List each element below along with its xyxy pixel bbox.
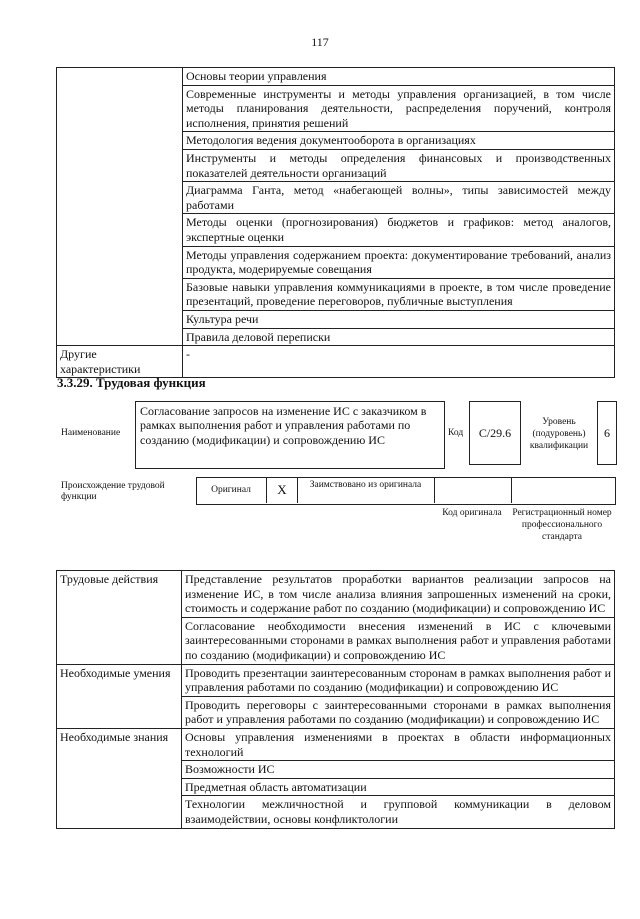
function-name-value: Согласование запросов на изменение ИС с заказчиком в рамках выполнения работ и управления работами по созданию (модификации) и сопровождению ИС [135, 401, 445, 469]
knowledge-item: Методы оценки (прогнозирования) бюджетов и графиков: метод аналогов, экспертные оценки [183, 214, 615, 246]
original-mark: X [266, 477, 298, 503]
knowledge-item: Предметная область автоматизации [182, 778, 615, 796]
qualification-level-value: 6 [597, 401, 617, 465]
section-title: 3.3.29. Трудовая функция [57, 375, 206, 390]
labor-function-table [56, 570, 615, 829]
skill-item: Проводить переговоры с заинтересованными сторонами в рамках выполнения работ и управления работами по созданию (модификации) и сопровождению ИС [182, 696, 615, 728]
table-row [57, 664, 615, 696]
original-label: Оригинал [211, 485, 251, 495]
knowledge-item: Инструменты и методы определения финансовых и производственных показателей деятельности организаций [183, 149, 615, 181]
code-label: Код [448, 428, 464, 438]
borrowed-label: Заимствовано из оригинала [309, 480, 422, 490]
knowledge-item: Правила деловой переписки [183, 328, 615, 346]
code-original-caption: Код оригинала [442, 508, 502, 518]
knowledge-item: Современные инструменты и методы управления организацией, в том числе методы планирования деятельности, распределения поручений, контроля исполнения, принятия решений [183, 85, 615, 132]
knowledge-item: Методы управления содержанием проекта: документирование требований, анализ продукта, модерируемые совещания [183, 246, 615, 278]
name-label: Наименование [61, 428, 121, 438]
table-row [57, 571, 615, 618]
empty-label-cell [57, 68, 183, 346]
labor-action-item: Согласование необходимости внесения изменений в ИС с ключевыми заинтересованными сторонами в рамках выполнения работ и управления работами по созданию (модификации) и сопровождению ИС [182, 617, 615, 664]
page-number: 117 [311, 35, 329, 49]
qualification-level-label: Уровень (подуровень) квалификации [529, 417, 589, 451]
knowledge-item: Методология ведения документооборота в организациях [183, 132, 615, 150]
labor-actions-label: Трудовые действия [57, 571, 182, 665]
knowledge-item: Основы управления изменениями в проектах в области информационных технологий [182, 728, 615, 760]
table-row [57, 68, 615, 86]
origin-label: Происхождение трудовой функции [61, 481, 165, 502]
other-characteristics-label: Другие характеристики [57, 346, 183, 378]
code-original-cell [434, 477, 512, 503]
required-skills-label: Необходимые умения [57, 664, 182, 728]
table-row [57, 346, 615, 378]
knowledge-item: Возможности ИС [182, 761, 615, 779]
knowledge-item: Основы теории управления [183, 68, 615, 86]
knowledge-item: Базовые навыки управления коммуникациями в проекте, в том числе проведение презентаций, проведение переговоров, публичные выступления [183, 278, 615, 310]
knowledge-continuation-table [56, 67, 615, 378]
required-knowledge-label: Необходимые знания [57, 728, 182, 828]
registration-number-caption: Регистрационный номер профессионального стандарта [512, 508, 612, 542]
function-code-value: C/29.6 [469, 401, 521, 465]
knowledge-item: Культура речи [183, 310, 615, 328]
other-characteristics-value: - [183, 346, 615, 378]
knowledge-item: Диаграмма Ганта, метод «набегающей волны», типы зависимостей между работами [183, 182, 615, 214]
table-row [57, 728, 615, 760]
labor-action-item: Представление результатов проработки вариантов реализации запросов на изменение ИС, в том числе анализа влияния запрошенных изменений на сроки, стоимость и содержание работ по созданию (модификации) и сопровождению ИС [182, 571, 615, 618]
skill-item: Проводить презентации заинтересованным сторонам в рамках выполнения работ и управления работами по созданию (модификации) и сопровождению ИС [182, 664, 615, 696]
knowledge-item: Технологии межличностной и групповой коммуникации в деловом взаимодействии, основы конфликтологии [182, 796, 615, 828]
